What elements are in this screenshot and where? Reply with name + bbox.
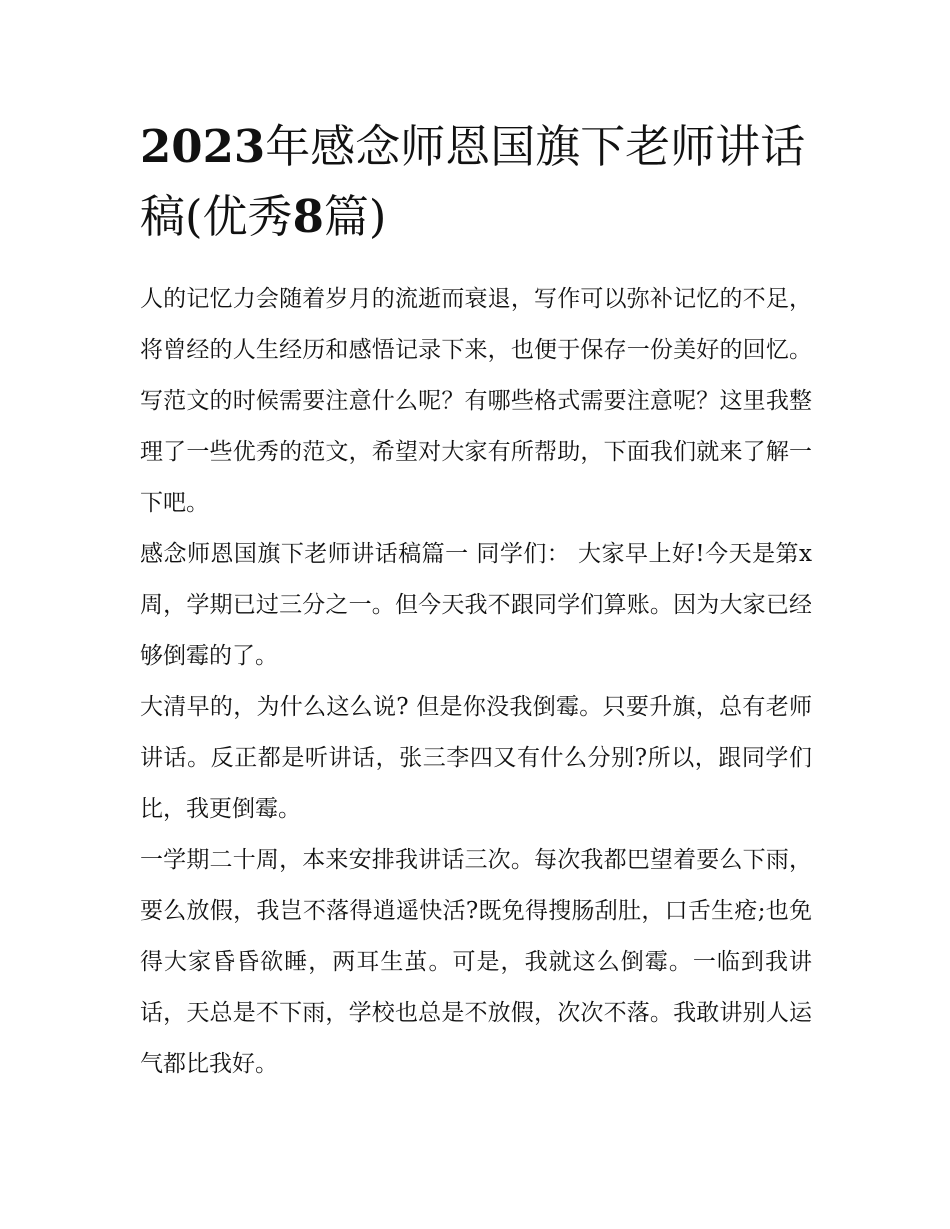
paragraph-intro: 人的记忆力会随着岁月的流逝而衰退，写作可以弥补记忆的不足，将曾经的人生经历和感悟记录下来，也便于保存一份美好的回忆。写范文的时候需要注意什么呢？有哪些格式需要注意呢？这里我整理了一些优秀的范文，希望对大家有所帮助，下面我们就来了解一下吧。 — [140, 286, 812, 516]
document-page — [140, 112, 812, 1090]
paragraph-speech-schedule: 一学期二十周，本来安排我讲话三次。每次我都巴望着要么下雨，要么放假，我岂不落得逍遥快活?既免得搜肠刮肚，口舌生疮;也免得大家昏昏欲睡，两耳生茧。可是，我就这么倒霉。一临到我讲话，天总是不下雨，学校也总是不放假，次次不落。我敢讲别人运气都比我好。 — [140, 847, 812, 1077]
document-title: 2023年感念师恩国旗下老师讲话稿(优秀8篇) — [140, 120, 806, 243]
document-body — [140, 274, 812, 1090]
paragraph-speech-complaint: 大清早的，为什么这么说? 但是你没我倒霉。只要升旗，总有老师讲话。反正都是听讲话，张三李四又有什么分别?所以，跟同学们比，我更倒霉。 — [140, 694, 812, 822]
paragraph-greeting: 感念师恩国旗下老师讲话稿篇一 同学们： 大家早上好!今天是第x周，学期已过三分之一。但今天我不跟同学们算账。因为大家已经够倒霉的了。 — [140, 541, 812, 669]
